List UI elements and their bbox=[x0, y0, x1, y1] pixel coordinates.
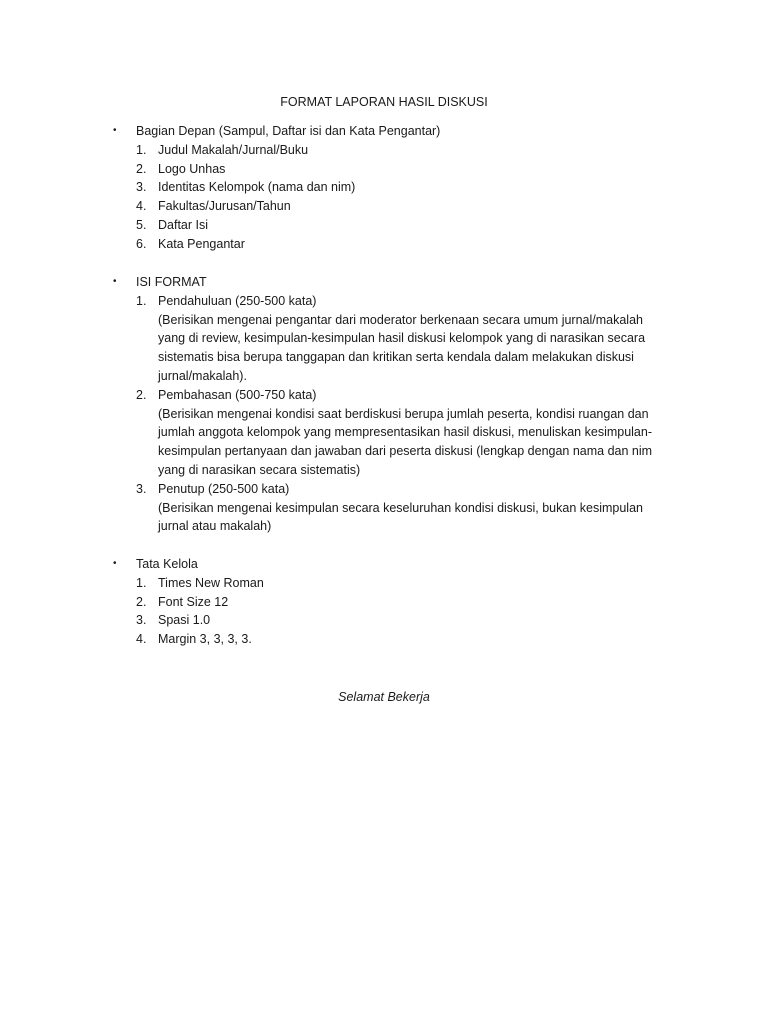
bullet-icon: • bbox=[113, 558, 117, 569]
item-number: 5. bbox=[136, 217, 147, 232]
list-item bbox=[0, 611, 768, 630]
description-line: (Berisikan mengenai pengantar dari moderator berkenaan secara umum jurnal/makalah bbox=[158, 312, 643, 327]
section-heading-row bbox=[0, 122, 768, 141]
item-number: 3. bbox=[136, 481, 147, 496]
list-item bbox=[0, 386, 768, 480]
item-number: 3. bbox=[136, 180, 147, 195]
item-number: 3. bbox=[136, 613, 147, 628]
bullet-icon: • bbox=[113, 276, 117, 287]
description-line: yang di review, kesimpulan-kesimpulan hasil diskusi kelompok yang di narasikan secara bbox=[158, 331, 646, 346]
list-item bbox=[0, 216, 768, 235]
item-description bbox=[158, 311, 658, 386]
item-text: Margin 3, 3, 3, 3. bbox=[158, 632, 252, 647]
list-item bbox=[0, 141, 768, 160]
description-line: yang di narasikan secara sistematis) bbox=[158, 462, 361, 477]
item-description bbox=[158, 405, 658, 480]
list-item bbox=[0, 235, 768, 254]
section-heading-row bbox=[0, 555, 768, 574]
section-tata-kelola bbox=[0, 555, 768, 649]
description-line: sistematis bisa berupa tanggapan dan kritikan serta kendala dalam melakukan diskusi bbox=[158, 350, 634, 365]
section-heading-row bbox=[0, 273, 768, 292]
section-bagian-depan bbox=[0, 122, 768, 254]
item-text: Fakultas/Jurusan/Tahun bbox=[158, 199, 291, 214]
list-item bbox=[0, 160, 768, 179]
list-item bbox=[0, 480, 768, 536]
item-text: Daftar Isi bbox=[158, 217, 209, 232]
list-item bbox=[0, 178, 768, 197]
description-line: (Berisikan mengenai kondisi saat berdiskusi berupa jumlah peserta, kondisi ruangan dan bbox=[158, 406, 649, 421]
item-number: 2. bbox=[136, 387, 147, 402]
description-line: kesimpulan pertanyaan dan jawaban dari peserta diskusi (lengkap dengan nama dan nim bbox=[158, 444, 653, 459]
description-line: jurnal/makalah). bbox=[158, 368, 247, 383]
item-text: Penutup (250-500 kata) bbox=[158, 481, 290, 496]
description-line: (Berisikan mengenai kesimpulan secara keseluruhan kondisi diskusi, bukan kesimpulan bbox=[158, 500, 643, 515]
item-number: 1. bbox=[136, 142, 147, 157]
section-isi-format bbox=[0, 273, 768, 536]
item-number: 6. bbox=[136, 236, 147, 251]
section-heading: Tata Kelola bbox=[136, 557, 198, 571]
item-number: 4. bbox=[136, 199, 147, 214]
item-text: Identitas Kelompok (nama dan nim) bbox=[158, 180, 356, 195]
item-text: Times New Roman bbox=[158, 575, 264, 590]
item-text: Pendahuluan (250-500 kata) bbox=[158, 293, 317, 308]
item-number: 1. bbox=[136, 575, 147, 590]
item-text: Pembahasan (500-750 kata) bbox=[158, 387, 317, 402]
section-heading: Bagian Depan (Sampul, Daftar isi dan Kata Pengantar) bbox=[136, 124, 441, 138]
item-number: 1. bbox=[136, 293, 147, 308]
list-item bbox=[0, 292, 768, 386]
item-text: Spasi 1.0 bbox=[158, 613, 211, 628]
list-item bbox=[0, 197, 768, 216]
section-heading: ISI FORMAT bbox=[136, 275, 207, 289]
document-title: FORMAT LAPORAN HASIL DISKUSI bbox=[280, 95, 488, 109]
item-text: Kata Pengantar bbox=[158, 236, 245, 251]
item-text: Judul Makalah/Jurnal/Buku bbox=[158, 142, 309, 157]
list-item bbox=[0, 574, 768, 593]
bullet-icon: • bbox=[113, 125, 117, 136]
list-item bbox=[0, 630, 768, 649]
item-number: 2. bbox=[136, 594, 147, 609]
item-number: 4. bbox=[136, 632, 147, 647]
list-item bbox=[0, 593, 768, 612]
item-text: Logo Unhas bbox=[158, 161, 226, 176]
item-number: 2. bbox=[136, 161, 147, 176]
description-line: jurnal atau makalah) bbox=[158, 519, 272, 534]
item-text: Font Size 12 bbox=[158, 594, 229, 609]
closing-text: Selamat Bekerja bbox=[338, 690, 430, 704]
description-line: jumlah anggota kelompok yang mempresentasikan hasil diskusi, menuliskan kesimpulan- bbox=[158, 425, 653, 440]
item-description bbox=[158, 499, 658, 537]
